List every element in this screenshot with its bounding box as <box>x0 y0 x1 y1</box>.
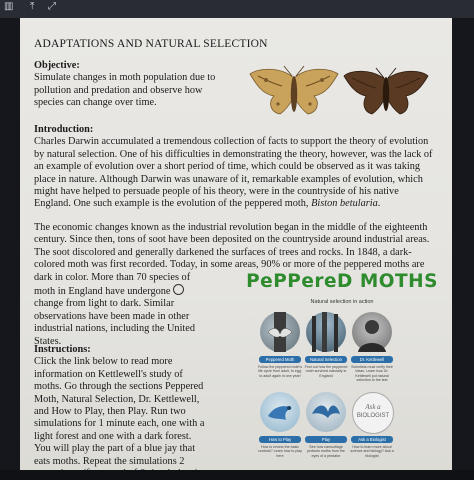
play-button[interactable]: Play <box>305 436 347 443</box>
instructions-section <box>34 344 234 480</box>
objective-line: pollution and predation and observe how <box>34 84 203 96</box>
upload-icon[interactable]: ⤒ <box>30 1 35 12</box>
introduction-section <box>34 124 444 211</box>
peppered-moth-thumbnail[interactable] <box>260 312 300 352</box>
ask-a-biologist-badge[interactable] <box>352 392 394 434</box>
intro-line: an example of evolution over a short period of time, which could be observed as it was taking <box>34 161 421 173</box>
paragraph-line: century. Since then, tons of soot have been deposited on the countryside around industrial areas. <box>34 234 430 246</box>
peppered-moths-subtitle: Natural selection in action <box>310 299 374 305</box>
objective-line: Simulate changes in moth population due to <box>34 72 216 84</box>
dr-kettlewell-thumbnail[interactable] <box>352 312 392 352</box>
natural-selection-button[interactable]: Natural Selection <box>305 356 347 363</box>
paragraph-line: industrial nations, including the United <box>34 323 196 335</box>
top-toolbar <box>0 0 474 18</box>
badge-bottom-text: BIOLOGIST <box>356 413 390 419</box>
instructions-label: Instructions: <box>34 344 91 355</box>
peppered-moth-caption: Follow the peppered moth's life cycle from adult, to egg, to adult again in one year! <box>257 365 303 378</box>
peppered-moths-title: PePPereD MOTHS <box>246 271 438 292</box>
light-moth-icon <box>248 64 340 122</box>
peppered-moth-button[interactable]: Peppered Moth <box>259 356 301 363</box>
page-title: ADAPTATIONS AND NATURAL SELECTION <box>34 38 268 50</box>
paragraph-line: The soot discolored and generally darkened the surfaces of trees and rocks. In 1848, a dark- <box>34 246 412 258</box>
species-end: . <box>377 198 381 210</box>
paragraph-line: observations have been made in other <box>34 310 190 322</box>
instructions-line: eats moths. Repeat the simulations 2 <box>34 455 185 467</box>
instructions-line: simulations for 1 minute each, one with a <box>34 418 205 430</box>
paragraph-line-text: moth in England have undergone <box>34 286 171 298</box>
forest-icon <box>306 312 346 352</box>
info-icon[interactable] <box>173 284 184 295</box>
dark-moth-icon <box>342 66 430 120</box>
menu-icon[interactable]: ▥ <box>4 1 14 12</box>
screen-bottom-edge <box>0 470 474 480</box>
dr-kettlewell-button[interactable]: Dr. Kettlewell <box>351 356 393 363</box>
instructions-line: You will play the part of a blue jay that <box>34 443 196 455</box>
document-page <box>20 18 452 470</box>
objective-section <box>34 60 215 110</box>
intro-line-text: England. One such example is the evolution of the peppered moth, <box>34 198 312 210</box>
intro-line: Charles Darwin accumulated a tremendous collection of facts to support the theory of evolution <box>34 136 429 148</box>
objective-line: species can change over time. <box>34 97 157 109</box>
how-to-play-thumbnail[interactable] <box>260 392 300 432</box>
blue-jay-icon <box>260 392 300 432</box>
instructions-line: moths. Go through the sections Peppered <box>34 381 204 393</box>
instructions-line: information on Kettlewell's study of <box>34 368 183 380</box>
bird-flying-icon <box>306 392 346 432</box>
paragraph-line: States. <box>34 335 62 347</box>
natural-selection-thumbnail[interactable] <box>306 312 346 352</box>
species-name: Biston betularia <box>311 198 378 210</box>
objective-label: Objective: <box>34 60 80 71</box>
paragraph-line: The economic changes known as the industrial revolution began in the middle of the eighteenth <box>34 222 428 233</box>
paragraph-line: change from light to dark. Similar <box>34 298 175 310</box>
intro-line-last <box>34 198 444 210</box>
intro-line: might have helped to persuade people of his theory, were in the countryside of his native <box>34 186 399 198</box>
play-thumbnail[interactable] <box>306 392 346 432</box>
moth-on-bark-icon <box>260 312 300 352</box>
instructions-line: Moth, Natural Selection, Dr. Kettlewell, <box>34 393 200 405</box>
introduction-label: Introduction: <box>34 124 94 135</box>
dr-kettlewell-caption: Scientists must verify their ideas. Learn how Dr. Kettlewell put natural selection to the test <box>351 365 393 382</box>
expand-icon[interactable]: ⤢ <box>48 1 56 12</box>
badge-top-text: Ask a <box>365 403 381 411</box>
natural-selection-caption: Find out how the peppered moth survived naturally in England <box>304 365 348 378</box>
ask-a-biologist-button[interactable]: Ask a Biologist <box>351 436 393 443</box>
how-to-play-caption: How to review the basic controls? Learn how to play here <box>258 445 302 458</box>
play-caption: See how camouflage protects moths from the eyes of a predator <box>307 445 345 458</box>
paragraph-line: colored moth was first recorded. Today, in some areas, 90% or more of the peppered moths are <box>34 259 425 271</box>
how-to-play-button[interactable]: How to Play <box>259 436 301 443</box>
intro-line: place in nature. Although Darwin was unaware of it, remarkable examples of evolution, which <box>34 173 423 185</box>
instructions-line: light forest and one with a dark forest. <box>34 430 192 442</box>
instructions-line: Click the link below to read more <box>34 356 173 368</box>
scientist-icon <box>352 312 392 352</box>
intro-line: by natural selection. One of his difficulties in demonstrating the theory, however, was the lack of <box>34 148 433 160</box>
paragraph-line: dark in color. More than 70 species of <box>34 271 191 283</box>
instructions-line: and How to Play, then Play. Run two <box>34 406 186 418</box>
ask-a-biologist-caption: How to learn more about science and biology? Ask a biologist <box>350 445 394 458</box>
